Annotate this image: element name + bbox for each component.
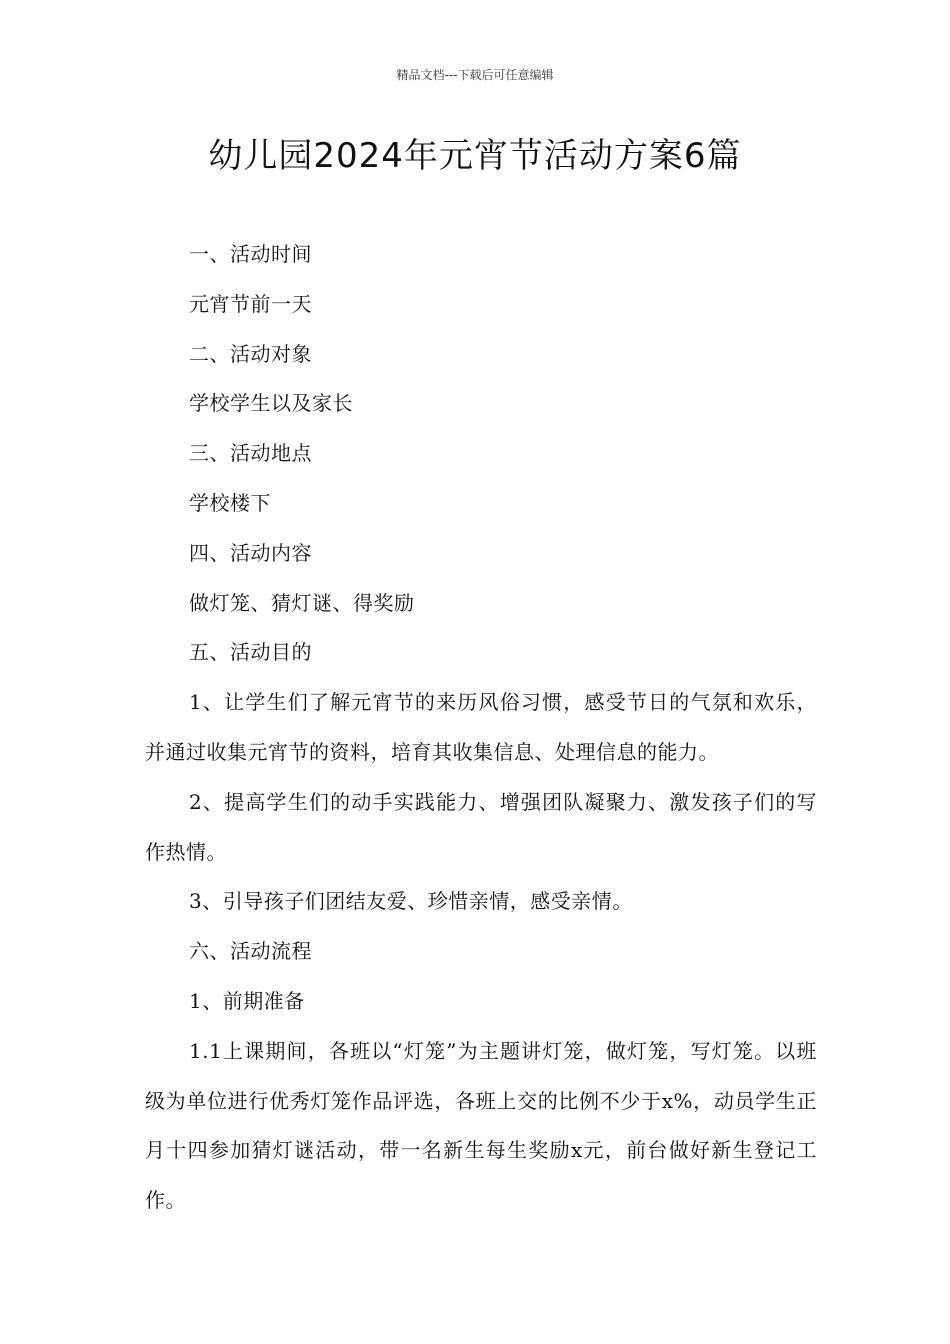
paragraph-target-heading: 二、活动对象 — [189, 341, 312, 366]
paragraph-purpose-1: 1、让学生们了解元宵节的来历风俗习惯，感受节日的气氛和欢乐，并通过收集元宵节的资料，培育其收集信息、处理信息的能力。 — [145, 690, 817, 764]
paragraph-location-heading: 三、活动地点 — [189, 441, 312, 466]
document-title: 幼儿园2024年元宵节活动方案6篇 — [208, 136, 742, 176]
paragraph-time-heading: 一、活动时间 — [189, 242, 312, 266]
paragraph-content: 做灯笼、猜灯谜、得奖励 — [189, 590, 415, 615]
paragraph-content-heading: 四、活动内容 — [189, 540, 312, 565]
paragraph-purpose-3: 3、引导孩子们团结友爱、珍惜亲情，感受亲情。 — [189, 889, 633, 914]
paragraph-preparation-1-1: 1.1上课期间，各班以“灯笼”为主题讲灯笼，做灯笼，写灯笼。以班级为单位进行优秀灯笼作品评选，各班上交的比例不少于x%，动员学生正月十四参加猜灯谜活动，带一名新生每生奖励x元，前台做好新生登记工作。 — [145, 1038, 817, 1213]
paragraph-process-heading: 六、活动流程 — [189, 939, 312, 964]
paragraph-time: 元宵节前一天 — [189, 291, 312, 316]
document-body — [145, 230, 817, 1226]
paragraph-preparation-heading: 1、前期准备 — [189, 988, 305, 1013]
paragraph-purpose-2: 2、提高学生们的动手实践能力、增强团队凝聚力、激发孩子们的写作热情。 — [145, 789, 817, 864]
header-note: 精品文档---下载后可任意编辑 — [396, 68, 554, 82]
paragraph-target: 学校学生以及家长 — [189, 391, 353, 416]
paragraph-purpose-heading: 五、活动目的 — [189, 640, 312, 665]
paragraph-location: 学校楼下 — [189, 490, 271, 515]
